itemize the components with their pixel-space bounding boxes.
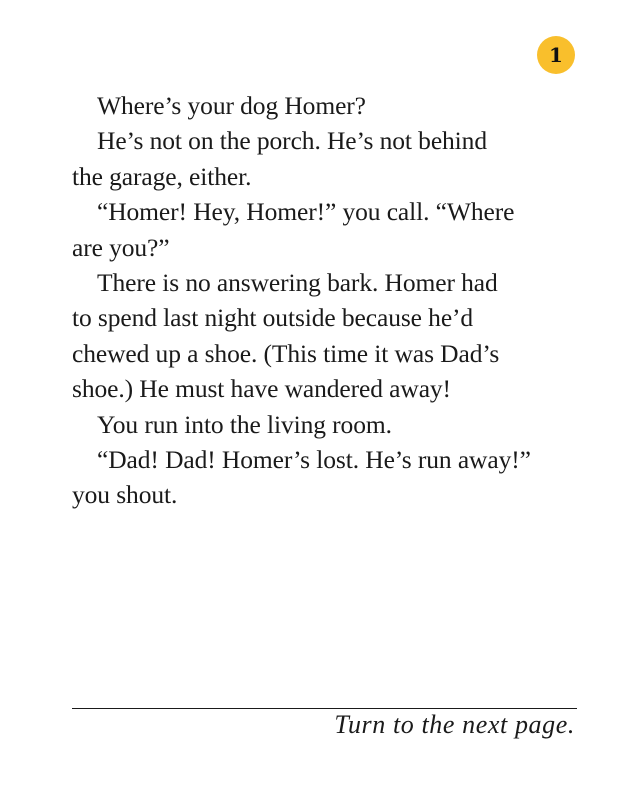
story-line: Where’s your dog Homer? [97,91,366,120]
page-number-badge: 1 [537,36,575,74]
story-line: shoe.) He must have wandered away! [72,374,451,404]
story-line: “Homer! Hey, Homer!” you call. “Where [97,197,515,227]
story-line: There is no answering bark. Homer had [97,268,498,298]
story-line: chewed up a shoe. (This time it was Dad’s [72,338,500,368]
turn-page-prompt: Turn to the next page. [334,710,575,739]
story-line: to spend last night outside because he’d [72,303,474,333]
story-paragraph-1 [72,88,582,123]
story-paragraph-4 [72,265,582,407]
story-line: are you?” [72,232,170,262]
story-paragraph-5 [72,407,582,442]
story-line: you shout. [72,480,178,510]
story-paragraph-6 [72,442,582,513]
story-paragraph-3 [72,194,582,265]
story-line: He’s not on the porch. He’s not behind [97,126,487,156]
story-line: You run into the living room. [97,409,392,439]
story-line: “Dad! Dad! Homer’s lost. He’s run away!” [97,445,531,475]
story-text [72,88,582,513]
story-line: the garage, either. [72,161,252,191]
story-paragraph-2 [72,123,582,194]
